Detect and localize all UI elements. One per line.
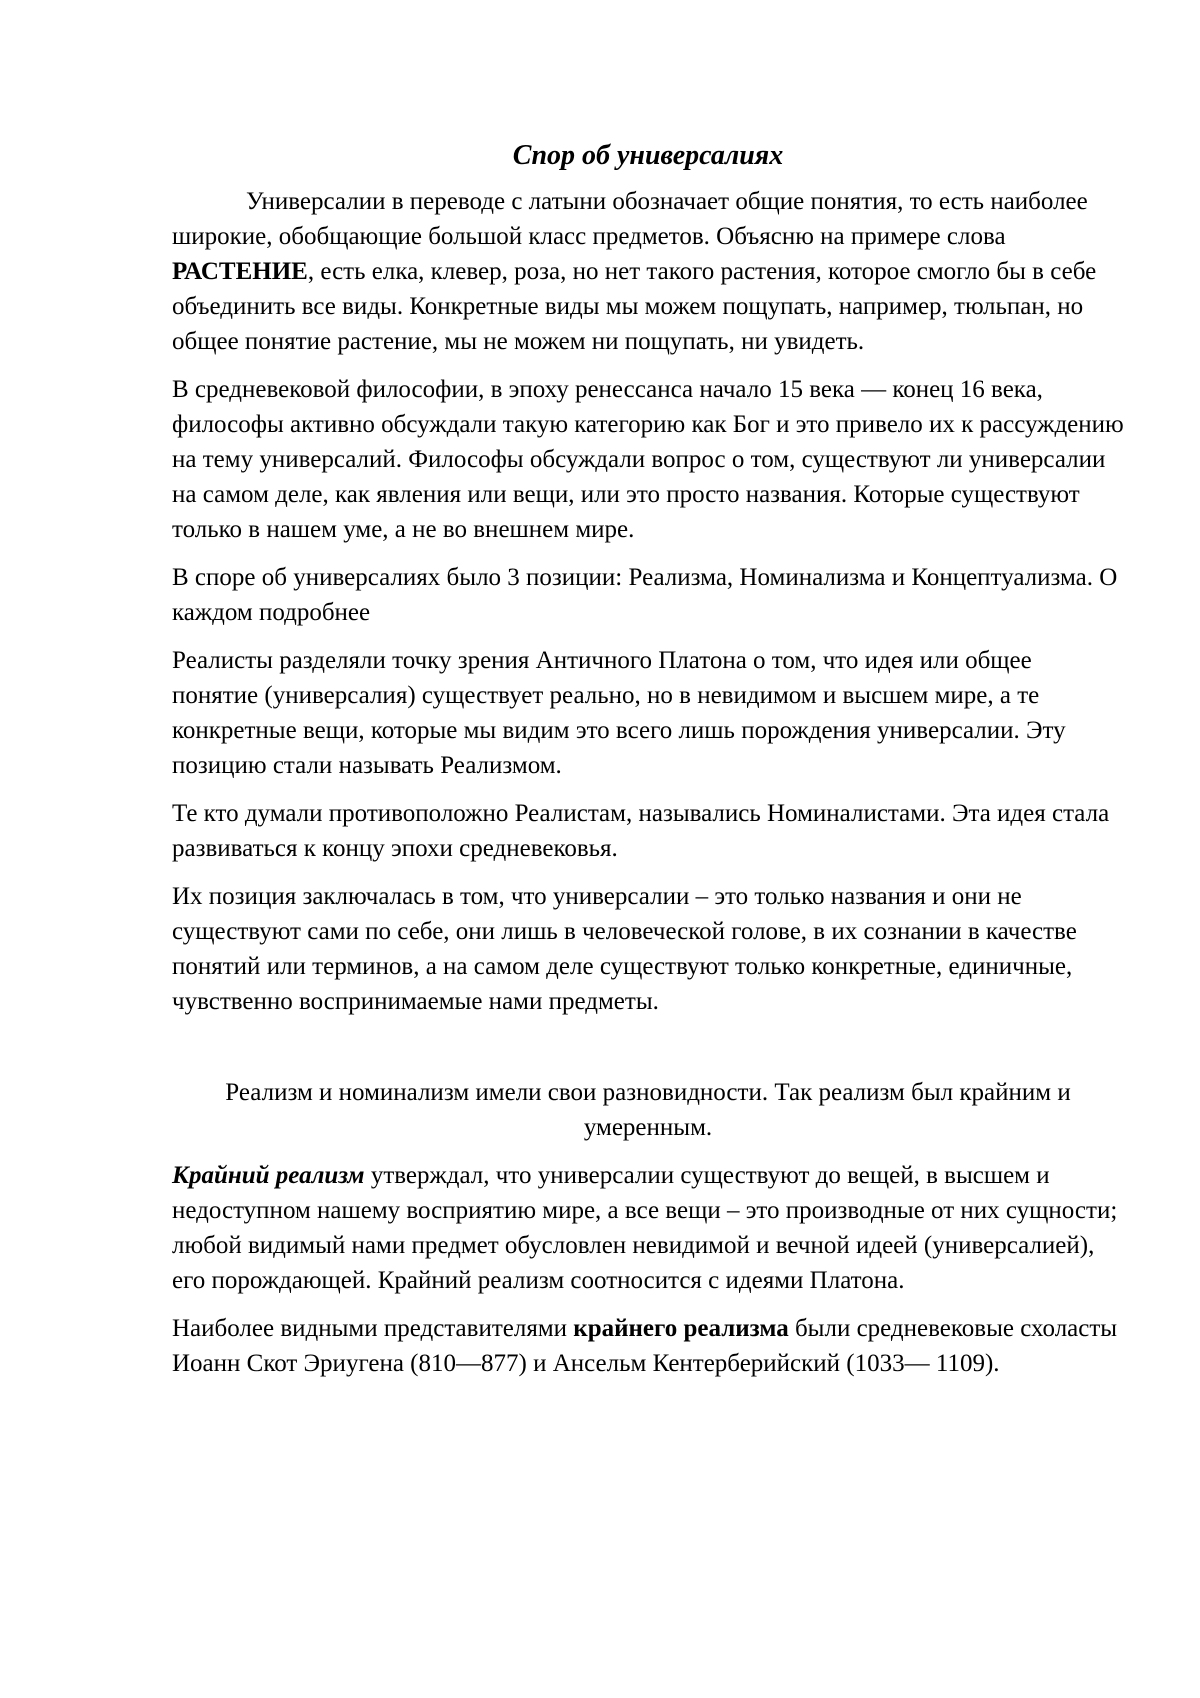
paragraph-extreme-realism (172, 1158, 1124, 1298)
paragraph-text: Наиболее видными представителями (172, 1315, 574, 1342)
paragraph-text: утверждал, что универсалии существуют до вещей, в высшем и недоступном нашему восприятию мире, а все вещи – это производные от них сущности; любой видимый нами предмет обусловлен невидимой и вечной идеей (универсалией), его порождающей. Крайний реализм соотносится с идеями Платона. (172, 1162, 1118, 1294)
page-title: Спор об универсалиях (512, 140, 784, 171)
bold-term: крайнего реализма (573, 1315, 789, 1342)
paragraph-positions: В споре об универсалиях было 3 позиции: Реализма, Номинализма и Концептуализма. О каждом подробнее (172, 564, 1118, 626)
paragraph-history: В средневековой философии, в эпоху ренессанса начало 15 века — конец 16 века, философы активно обсуждали такую категорию как Бог и это привело их к рассуждению на тему универсалий. Философы обсуждали вопрос о том, существуют ли универсалии на самом деле, как явления или вещи, или это просто названия. Которые существуют только в нашем уме, а не во внешнем мире. (172, 376, 1124, 543)
paragraph-varieties: Реализм и номинализм имели свои разновидности. Так реализм был крайним и умеренным. (225, 1079, 1071, 1141)
bold-term: РАСТЕНИЕ (172, 258, 308, 285)
paragraph-nominalists: Те кто думали противоположно Реалистам, назывались Номиналистами. Эта идея стала развиваться к концу эпохи средневековья. (172, 800, 1110, 862)
bold-italic-term: Крайний реализм (172, 1162, 365, 1189)
paragraph-text: , есть елка, клевер, роза, но нет такого растения, которое смогло бы в себе объединить все виды. Конкретные виды мы можем пощупать, например, тюльпан, но общее понятие растение, мы не можем ни пощупать, ни увидеть. (172, 258, 1097, 355)
paragraph-representatives (172, 1311, 1124, 1381)
paragraph-nominalist-position: Их позиция заключалась в том, что универсалии – это только названия и они не существуют сами по себе, они лишь в человеческой голове, в их сознании в качестве понятий или терминов, а на самом деле существуют только конкретные, единичные, чувственно воспринимаемые нами предметы. (172, 883, 1077, 1015)
document-body (172, 136, 1124, 1394)
paragraph-text: Универсалии в переводе с латыни обозначает общие понятия, то есть наиболее широкие, обобщающие большой класс предметов. Объясню на примере слова (172, 188, 1088, 250)
paragraph-realists: Реалисты разделяли точку зрения Античного Платона о том, что идея или общее понятие (универсалия) существует реально, но в невидимом и высшем мире, а те конкретные вещи, которые мы видим это всего лишь порождения универсалии. Эту позицию стали называть Реализмом. (172, 647, 1066, 779)
paragraph-text: были средневековые схоласты Иоанн Скот Эриугена (810—877) и Ансельм Кентерберийский (1033— 1109). (172, 1315, 1118, 1377)
paragraph-definition (172, 184, 1124, 359)
